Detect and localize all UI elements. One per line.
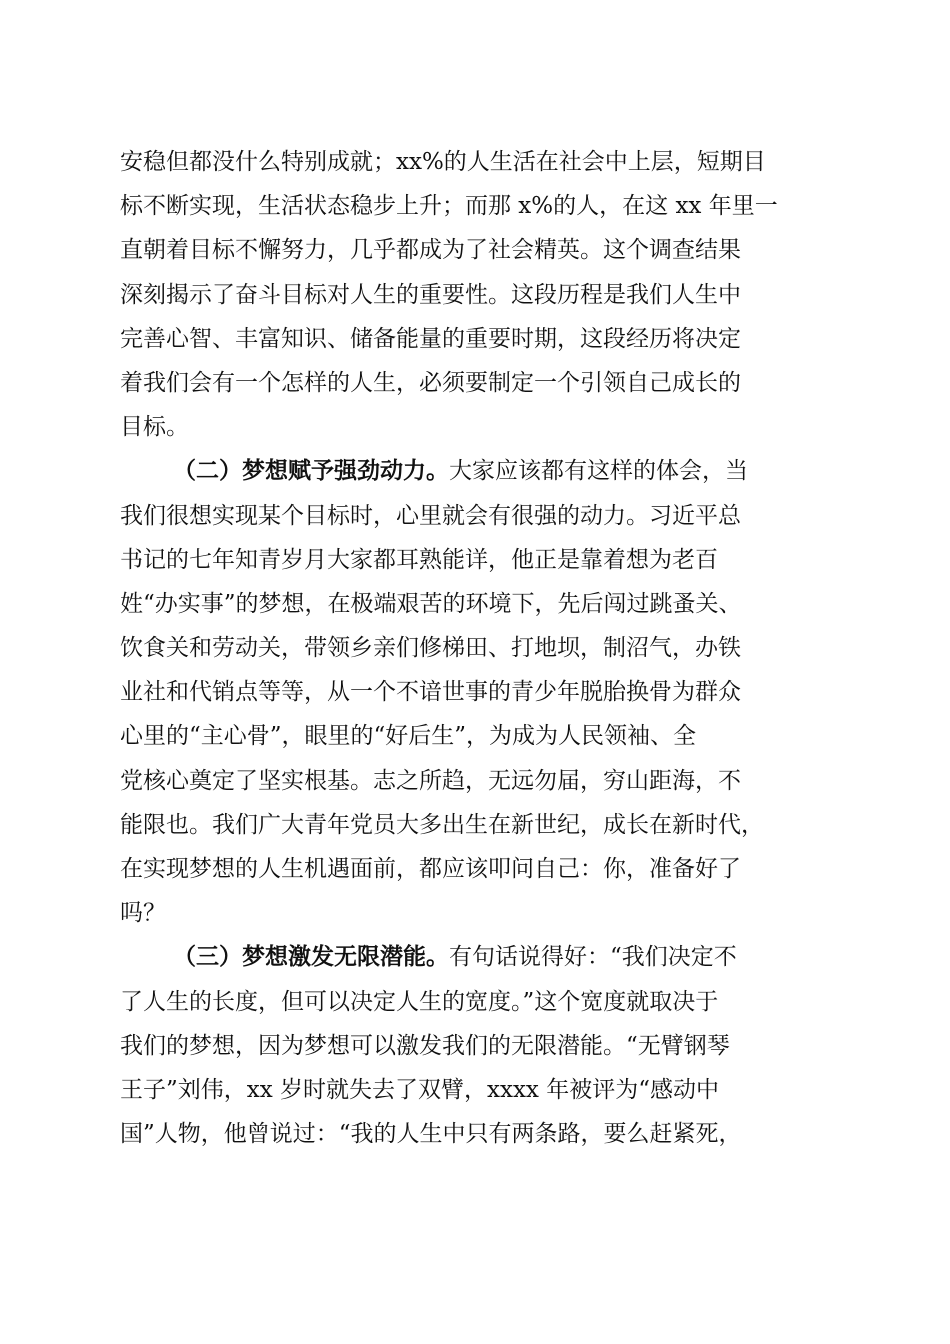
text-line: 着我们会有一个怎样的人生，必须要制定一个引领自己成长的 <box>120 369 741 396</box>
text-line: 我们很想实现某个目标时，心里就会有很强的动力。习近平总 <box>120 502 741 529</box>
body-text <box>120 140 832 1156</box>
section-2-first-line <box>120 449 832 493</box>
text-line: 书记的七年知青岁月大家都耳熟能详，他正是靠着想为老百 <box>120 546 718 573</box>
text-line: 标不断实现，生活状态稳步上升；而那 x%的人，在这 xx 年里一 <box>120 193 778 220</box>
section-3-heading: （三）梦想激发无限潜能。 <box>173 943 449 971</box>
text-line: 完善心智、丰富知识、储备能量的重要时期，这段经历将决定 <box>120 325 741 352</box>
text-line: 目标。 <box>120 414 189 441</box>
paragraph-1 <box>120 140 832 449</box>
text-line: 我们的梦想，因为梦想可以激发我们的无限潜能。“无臂钢琴 <box>120 1032 730 1059</box>
section-2-heading: （二）梦想赋予强劲动力。 <box>173 457 449 485</box>
text-line: 业社和代销点等等，从一个不谙世事的青少年脱胎换骨为群众 <box>120 679 741 706</box>
section-3-first-line <box>120 935 832 979</box>
text-line: 在实现梦想的人生机遇面前，都应该叩问自己：你，准备好了 <box>120 856 741 882</box>
section-2-first-line-text: 大家应该都有这样的体会，当 <box>449 458 748 485</box>
text-line: 直朝着目标不懈努力，几乎都成为了社会精英。这个调查结果 <box>120 237 741 264</box>
text-line: 安稳但都没什么特别成就；xx%的人生活在社会中上层，短期目 <box>120 149 766 175</box>
text-line: 吗？ <box>120 900 166 927</box>
section-2-paragraph <box>120 449 832 935</box>
text-line: 饮食关和劳动关，带领乡亲们修梯田、打地坝，制沼气，办铁 <box>120 635 741 662</box>
section-3-paragraph <box>120 935 832 1156</box>
section-3-first-line-text: 有句话说得好：“我们决定不 <box>449 944 737 971</box>
text-line: 能限也。我们广大青年党员大多出生在新世纪，成长在新时代， <box>120 811 764 838</box>
text-line: 姓“办实事”的梦想，在极端艰苦的环境下，先后闯过跳蚤关、 <box>120 590 742 617</box>
text-line: 了人生的长度，但可以决定人生的宽度。”这个宽度就取决于 <box>120 988 719 1015</box>
text-line: 王子”刘伟，xx 岁时就失去了双臂，xxxx 年被评为“感动中 <box>120 1076 719 1103</box>
text-line: 党核心奠定了坚实根基。志之所趋，无远勿届，穷山距海，不 <box>120 767 741 794</box>
text-line: 深刻揭示了奋斗目标对人生的重要性。这段历程是我们人生中 <box>120 281 741 308</box>
text-line: 国”人物，他曾说过：“我的人生中只有两条路，要么赶紧死， <box>120 1121 742 1148</box>
text-line: 心里的“主心骨”，眼里的“好后生”，为成为人民领袖、全 <box>120 723 697 750</box>
